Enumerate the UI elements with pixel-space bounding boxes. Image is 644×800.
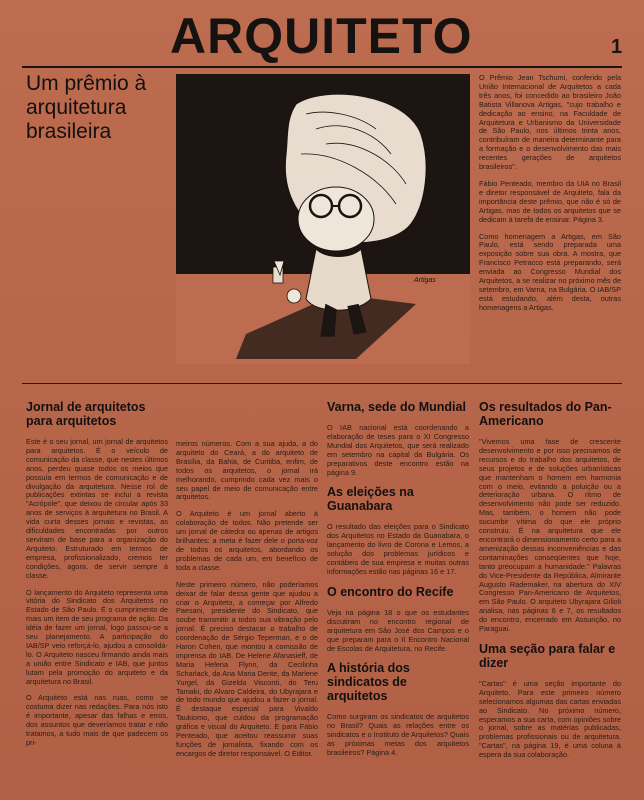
section-text: Veja na página 18 o que os estudantes discutiram no encontro regional de arquitetura em São José dos Campos e o que preparam para o II Encontro Nacional de Escolas de Arquitetura, no Recife. [327, 607, 469, 653]
lead-paragraph: O Prêmio Jean Tschumi, conferido pela União Internacional de Arquitetos a cada três anos, foi concedido ao brasileiro João Batista Villanova Artigas, "cujo trabalho e dedicação ao ensino, na Faculdade de Arquitetura e Urbanismo da Universidade de São Paulo, nos últimos trinta anos, contribuíram de maneira determinante para a formação e o desenvolvimento das mais recentes gerações de arquitetos brasileiros". [479, 73, 621, 172]
caricature-illustration [176, 74, 470, 364]
article-heading: Jornal de arquitetos para arquitetos [26, 400, 146, 428]
caricature-face [298, 187, 374, 251]
section-heading: As eleições na Guanabara [327, 485, 414, 514]
illustration-signature: Artigas [414, 277, 436, 284]
section-heading: Os resultados do Pan-Americano [479, 400, 612, 428]
masthead-rule [22, 66, 622, 68]
article-column-4 [479, 400, 621, 768]
section-text: O resultado das eleições para o Sindicato dos Arquitetos no Estado da Guanabara, o lançamento do livro de Corona e Lemos, a solução dos problemas jurídicos e contábeis de sua empresa e muitas outras informações estão nas páginas 16 e 17. [327, 522, 469, 576]
article-paragraph: Este é o seu jornal, um jornal de arquitetos para arquitetos. É o veículo de comunicação da classe, que nestes últimos anos, perdeu quase todos os meios que possuía em termos de comunicação e de divulgação da arquitetura. Nesse rol de publicações extintas se inclui a revista "Acrópole", que deixou de circular após 33 anos de serviços à arquitetura no Brasil. A vida curta desses jornais e revistas, as dificuldades encontradas por outros serviram de base para a organização do Arquiteto. Estruturado em termos de empresa, profissionalizado, cremos ter condições, agora, de servir sempre à classe. [26, 437, 168, 580]
section-heading: O encontro do Recife [327, 584, 454, 599]
lead-paragraph: Como homenagem a Artigas, em São Paulo, está sendo preparada uma exposição sobre sua obra. A mostra, que Francisco Petracco está preparando, será enviada ao Congresso Mundial dos Arquitetos, a se realizar no próximo mês de setembro, em Varna, na Bulgária. O IAB/SP está estudando, além desta, outras homenagens a Artigas. [479, 231, 621, 312]
section-text: Como surgiram os sindicatos de arquitetos no Brasil? Quais as relações entre os sindicatos e o Instituto de Arquitetos? Quais as próximas metas dos arquitetos brasileiros? Página 4. [327, 712, 469, 758]
section-text: "Vivemos uma fase de crescente desenvolvimento e por isso precisamos de recursos e do trabalho dos arquitetos, de seus projetos e de soluções urbanísticas que mantenham o homem em harmonia com o meio, evitando a poluição ou a deterioração urbana. O ritmo de desenvolvimento não pode ser reduzido. Mas, também, o homem não pode sucumbir vítima do que ele próprio construiu. É na arquitetura que ele encontrará o dimensionamento certo para a amenização dessas inconveniências e das contaminações conseqüentes que hoje, tanto preocupam a humanidade." Palavras do Vice-Presidente da República, Almirante Augusto Rademaker, na abertura do XIV Congresso Pan-Americano de Arquitetos, em São Paulo. O arquiteto Ubyrajara Gilioli analisa, nas páginas 6 e 7, os resultados do encontro, encerrado em Assunção, no Paraguai. [479, 437, 621, 634]
article-column-1 [26, 400, 168, 756]
article-column-3 [327, 400, 469, 766]
section-divider [22, 383, 622, 384]
section-heading: Uma seção para falar e dizer [479, 641, 616, 670]
article-column-2 [176, 440, 318, 767]
section-text: "Cartas" é uma seção importante do Arquiteto. Para este primeiro número selecionamos algumas das cartas enviadas ao Sindicato. No próximo número, esperamos a sua carta, com opiniões sobre o jornal, sobre as matérias publicadas, problemas profissionais ou de arquitetura. "Cartas", na página 19, é uma coluna à espera da sua colaboração. [479, 678, 621, 760]
section-heading: Varna, sede do Mundial [327, 400, 466, 414]
caricature-body [306, 249, 371, 310]
lead-article [479, 74, 621, 321]
article-paragraph: Neste primeiro número, não poderíamos deixar de falar dessa gente que ajudou a criar o Arquiteto, a começar por Alfredo Paesani, presidente do Sindicato, que soube transmitir a todos sua vibração pelo jornal. É preciso destacar o trabalho de coordenação de Sérgio Teperman, e o de Haron Cohen, que montou a comissão de imprensa do IAB. De Helene Afanasieff, de Maria Helena Flynn, da Cecilinha Scharlack, da Ana Maria Dente, da Marlene Yurgel, da Gizelda Visconti, do Teru Tamaki, do Alvaro Caldeira, do Ubyrajara e de todo mundo que ajudou a fazer o jornal. É destaque especial para Vivaldo Taukiomo, que cuidou da programação gráfica e visual do Arquiteto. E para Fábio Penteado, que aceitou reassumir suas funções de jornalista, fixando com os encargos de diretor responsável. O Editor. [176, 579, 318, 758]
article-paragraph: O Arquiteto é um jornal aberto à colaboração de todos. Não pretende ser um jornal de cátedra ou apenas de artigos brilhantes: a meta é fazer dele o porta-voz de todos os arquitetos, abordando os problemas de cada um, em benefício de toda a classe. [176, 509, 318, 572]
article-paragraph: O lançamento do Arquiteto representa uma vitória do Sindicato dos Arquitetos no Estado de São Paulo. É o cumprimento de mais um item de seu programa de ação. Da idéia de fazer um jornal, logo passou-se a seu planejamento. A participação do IAB/SP veio reforçá-lo, ajudou a consolidá-lo. O Arquiteto nasceu firmando ainda mais a união entre Sindicato e IAB, que juntos lutam pela promoção do arquiteto e da arquitetura no Brasil. [26, 587, 168, 686]
lead-headline: Um prêmio à arquitetura brasileira [26, 72, 147, 143]
section-heading: A história dos sindicatos de arquitetos [327, 661, 410, 704]
section-text: O IAB nacional está coordenando a elaboração de teses para o XI Congresso Mundial dos Arquitetos, que será realizado em setembro na capital da Bulgária. Os preparativos deste encontro estão na página 9. [327, 423, 469, 477]
article-paragraph: O Arquiteto está nas ruas, como se costuma dizer nas redações. Para nós isto é importante, apesar das falhas e erros, dos assuntos que deveríamos tratar e não tratamos, a tudo mais de que padecem os pri- [26, 693, 168, 747]
article-paragraph: meiros números. Com a sua ajuda, a do arquiteto do Ceará, a do arquiteto de Brasília, da Bahia, de Curitiba, enfim, de todos os arquitetos, o jornal irá melhorando, cumprindo cada vez mais o seu papel de meio de comunicação entre arquitetos. [176, 439, 318, 502]
masthead-title: ARQUITETO [170, 8, 473, 64]
lead-paragraph: Fábio Penteado, membro da UIA no Brasil e diretor responsável de Arquiteto, fala da importância deste prêmio, que não é só de Artigas, mas de todos os arquitetos que se dedicam à tarefa de ensinar. Página 3. [479, 178, 621, 224]
small-sphere [287, 289, 301, 303]
page-number: 1 [611, 36, 623, 58]
